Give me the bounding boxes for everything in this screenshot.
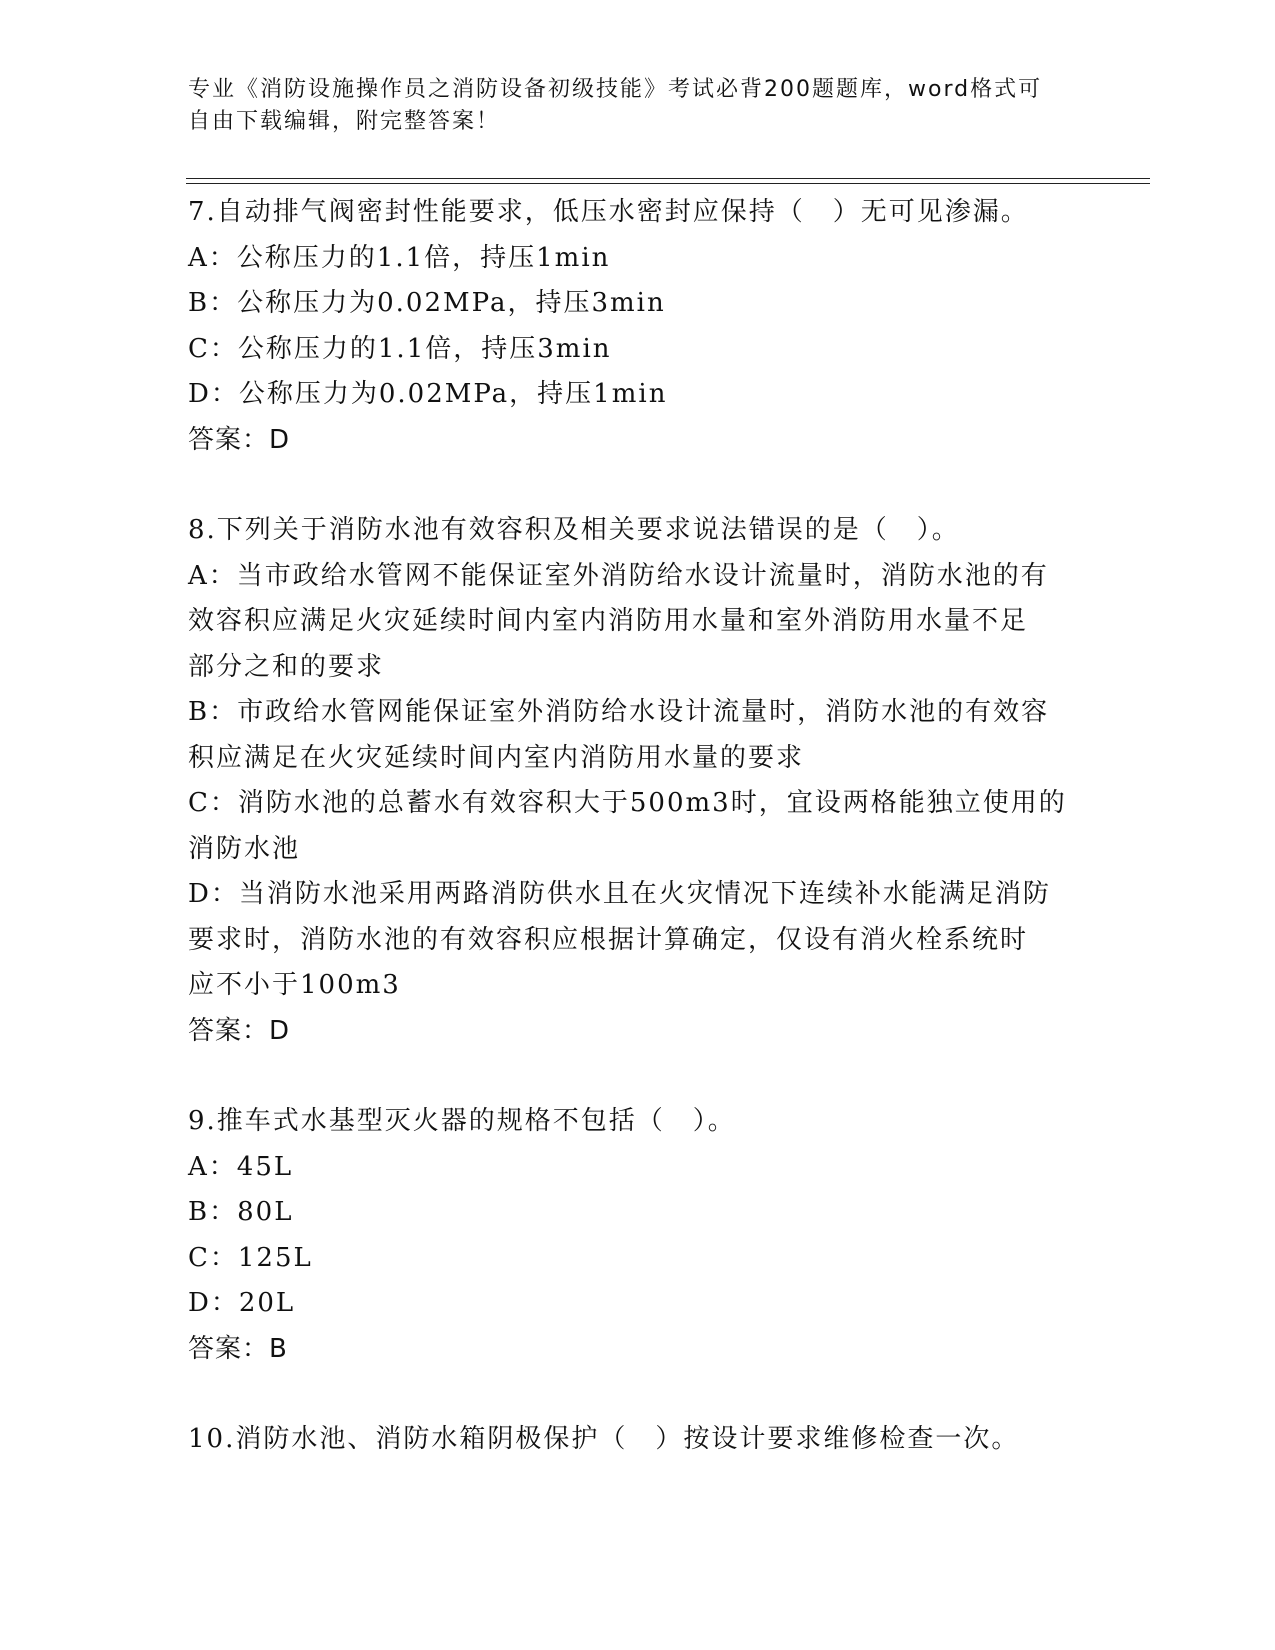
option-b: B：80L — [188, 1197, 294, 1227]
answer-label: 答案：B — [188, 1333, 288, 1364]
answer-label: 答案：D — [188, 424, 291, 455]
header-line-2: 自由下载编辑，附完整答案！ — [188, 109, 501, 134]
option-b: B：公称压力为0.02MPa，持压3min — [188, 288, 666, 318]
answer-label: 答案：D — [188, 1015, 291, 1046]
option-c-line-2: 消防水池 — [188, 833, 301, 864]
option-d: D：公称压力为0.02MPa，持压1min — [188, 379, 668, 409]
option-d: D：20L — [188, 1288, 296, 1318]
option-a-line-3: 部分之和的要求 — [188, 651, 385, 682]
question-9 — [188, 1099, 1068, 1372]
option-c: C：125L — [188, 1242, 313, 1273]
header-divider-top — [186, 178, 1150, 179]
option-a — [188, 554, 1068, 691]
option-a: A：45L — [188, 1151, 294, 1182]
question-stem: 9.推车式水基型灭火器的规格不包括（ ）。 — [188, 1106, 736, 1136]
header-line-1: 专业《消防设施操作员之消防设备初级技能》考试必背200题题库，word格式可 — [188, 77, 1043, 102]
option-d-line-2: 要求时，消防水池的有效容积应根据计算确定，仅设有消火栓系统时 — [188, 924, 1029, 955]
question-10 — [188, 1417, 1068, 1463]
document-header — [188, 74, 1068, 138]
question-list — [188, 190, 1068, 1508]
question-8 — [188, 508, 1068, 1054]
option-c-line-1: C：消防水池的总蓄水有效容积大于500m3时，宜设两格能独立使用的 — [188, 788, 1067, 818]
option-a: A：公称压力的1.1倍，持压1min — [188, 242, 611, 273]
option-a-line-2: 效容积应满足火灾延续时间内室内消防用水量和室外消防用水量不足 — [188, 606, 1029, 636]
question-7 — [188, 190, 1068, 463]
option-a-line-1: A：当市政给水管网不能保证室外消防给水设计流量时，消防水池的有 — [188, 560, 1049, 591]
option-d-line-3: 应不小于100m3 — [188, 970, 401, 1000]
question-stem: 10.消防水池、消防水箱阴极保护（ ）按设计要求维修检查一次。 — [188, 1424, 1020, 1454]
option-b-line-1: B：市政给水管网能保证室外消防给水设计流量时，消防水池的有效容 — [188, 697, 1050, 727]
option-b-line-2: 积应满足在火灾延续时间内室内消防用水量的要求 — [188, 742, 805, 773]
header-divider-bottom — [186, 183, 1150, 184]
option-d-line-1: D：当消防水池采用两路消防供水且在火灾情况下连续补水能满足消防 — [188, 879, 1051, 909]
option-b — [188, 690, 1068, 781]
option-c: C：公称压力的1.1倍，持压3min — [188, 333, 612, 364]
question-stem: 8.下列关于消防水池有效容积及相关要求说法错误的是（ ）。 — [188, 515, 960, 545]
option-d — [188, 872, 1068, 1009]
question-stem: 7.自动排气阀密封性能要求，低压水密封应保持（ ）无可见渗漏。 — [188, 197, 1029, 227]
option-c — [188, 781, 1068, 872]
